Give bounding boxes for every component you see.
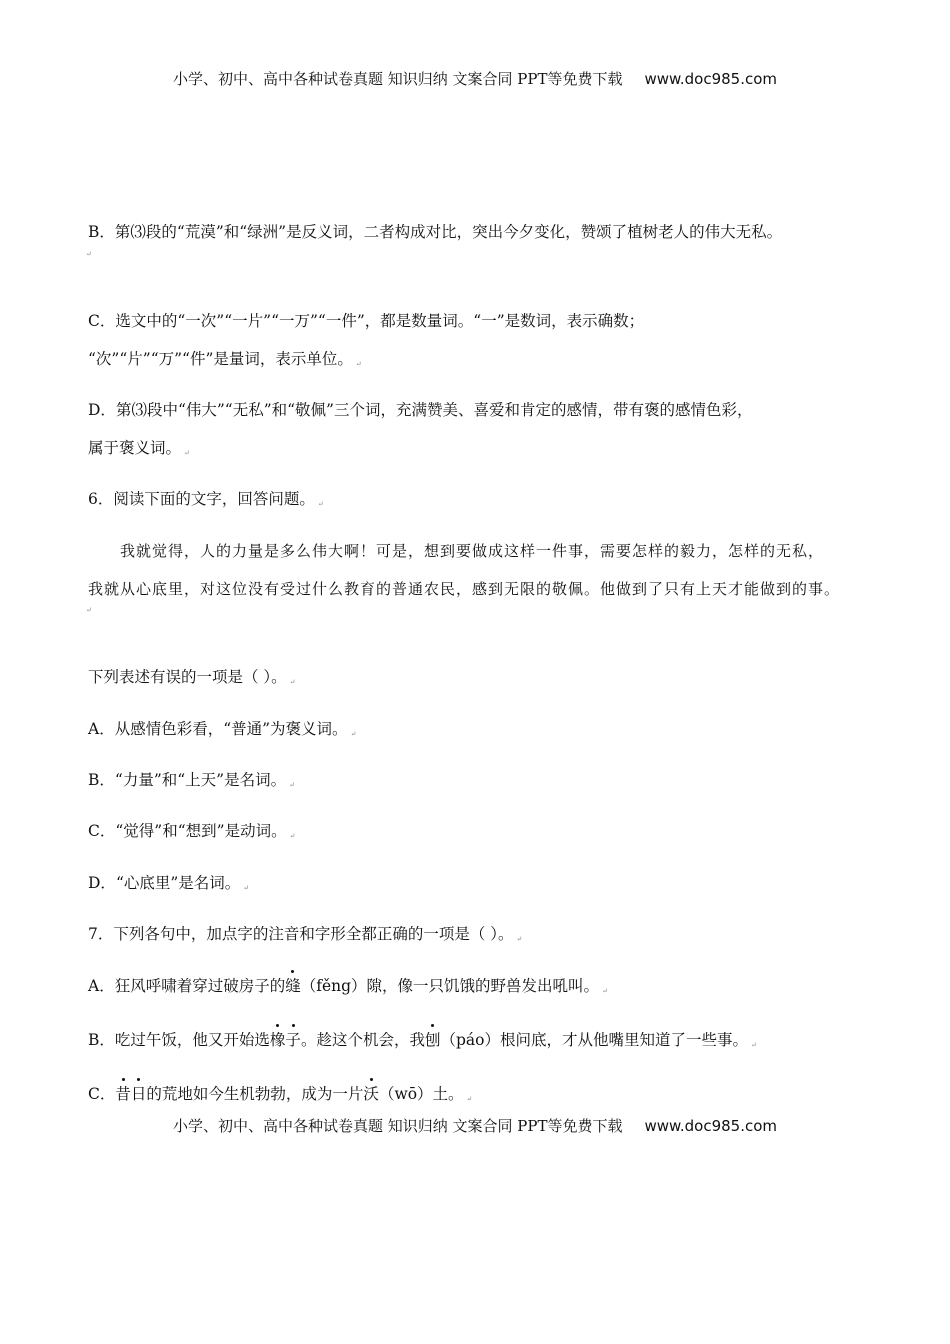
q7-option-c: [88, 1083, 472, 1110]
page-footer: [0, 1115, 950, 1136]
option-text: 第⑶段的“荒漠”和“绿洲”是反义词，二者构成对比，突出今夕变化，赞颂了植树老人的伟大无私。: [114, 223, 783, 241]
question-text: 下列表述有误的一项是（ ）。: [88, 668, 287, 686]
option-label: D．: [88, 401, 116, 419]
q6-passage-line2: 我就从心底里，对这位没有受过什么教育的普通农民，感到无限的敬佩。他做到了只有上天才能做到的事。: [88, 580, 841, 598]
header-text: 小学、初中、高中各种试卷真题 知识归纳 文案合同 PPT等免费下载: [172, 70, 623, 88]
header-url[interactable]: www.doc985.com: [644, 70, 778, 88]
option-label: A．: [88, 720, 115, 738]
q6-option-c: [88, 820, 295, 847]
dotted-char: 沃: [363, 1085, 379, 1103]
option-label: C．: [88, 312, 116, 330]
paragraph-mark: ↵: [289, 781, 295, 789]
option-text: （wō）土。: [378, 1085, 464, 1103]
paragraph-mark: ↵: [516, 935, 523, 943]
option-text: 狂风呼啸着穿过破房子的: [114, 977, 286, 995]
q6-stem: [88, 488, 324, 515]
dotted-char: 子: [285, 1031, 301, 1049]
option-text: 属于褒义词。: [88, 439, 182, 457]
paragraph-mark: ↵: [750, 1041, 757, 1049]
option-text: 第⑶段中“伟大”“无私”和“敬佩”三个词，充满赞美、喜爱和肯定的感情，带有褒的感情色彩，: [115, 401, 753, 419]
paragraph-mark: ↵: [355, 360, 362, 368]
q6-option-d: [88, 872, 249, 899]
option-label: B．: [88, 771, 115, 789]
option-text: 的荒地如今生机勃勃，成为一片: [146, 1085, 364, 1103]
option-text: （páo）根问底，才从他嘴里知道了一些事。: [440, 1031, 748, 1049]
q6-option-b: [88, 769, 295, 796]
dotted-char: 刨: [424, 1031, 441, 1049]
dotted-char: 缝: [285, 977, 301, 995]
option-text: 。趁这个机会，我: [300, 1031, 425, 1049]
q5-option-c-cont: [88, 348, 362, 375]
dotted-char: 橡: [269, 1031, 286, 1049]
option-label: C．: [88, 1085, 116, 1103]
q6-passage-line1: 我就觉得，人的力量是多么伟大啊！可是，想到要做成这样一件事，需要怎样的毅力，怎样的无私，: [120, 542, 825, 560]
dotted-char: 昔: [115, 1085, 131, 1103]
option-text: （fěng）隙，像一只饥饿的野兽发出吼叫。: [300, 977, 600, 995]
q5-option-c: [88, 310, 644, 332]
q7-stem: [88, 923, 522, 950]
q7-option-b: [88, 1029, 757, 1056]
paragraph-mark: ↵: [602, 987, 608, 995]
option-text: “心底里”是名词。: [115, 874, 241, 892]
question-stem: 7．下列各句中，加点字的注音和字形全都正确的一项是（ ）。: [88, 925, 514, 943]
q5-option-d-cont: [88, 437, 190, 464]
paragraph-mark: ↵: [289, 678, 296, 686]
footer-url[interactable]: www.doc985.com: [644, 1117, 778, 1135]
option-label: B．: [88, 1031, 115, 1049]
question-stem: 6．阅读下面的文字，回答问题。: [88, 490, 315, 508]
footer-text: 小学、初中、高中各种试卷真题 知识归纳 文案合同 PPT等免费下载: [172, 1117, 623, 1135]
paragraph-mark: ↵: [289, 832, 296, 840]
option-text: 从感情色彩看，“普通”为褒义词。: [114, 720, 348, 738]
option-text: “力量”和“上天”是名词。: [114, 771, 287, 789]
option-label: B．: [88, 223, 115, 241]
option-text: 选文中的“一次”“一片”“一万”“一件”，都是数量词。“一”是数词，表示确数；: [115, 312, 645, 330]
q6-question: [88, 666, 296, 693]
q5-option-d: [88, 399, 753, 421]
paragraph-mark: ↵: [86, 250, 92, 258]
option-label: A．: [88, 977, 115, 995]
page-header: [0, 68, 950, 89]
q5-option-b: [88, 221, 782, 243]
paragraph-mark: ↵: [184, 449, 190, 457]
option-text: “觉得”和“想到”是动词。: [115, 822, 287, 840]
option-label: C．: [88, 822, 116, 840]
q7-option-a: [88, 975, 608, 1002]
option-text: 吃过午饭，他又开始选: [114, 1031, 270, 1049]
paragraph-mark: ↵: [317, 500, 324, 508]
option-text: “次”“片”“万”“件”是量词，表示单位。: [88, 350, 353, 368]
paragraph-mark: ↵: [466, 1095, 473, 1103]
dotted-char: 日: [130, 1085, 147, 1103]
q6-option-a: [88, 718, 356, 745]
paragraph-mark: ↵: [86, 606, 92, 614]
paragraph-mark: ↵: [350, 730, 357, 738]
paragraph-mark: ↵: [243, 884, 250, 892]
option-label: D．: [88, 874, 116, 892]
